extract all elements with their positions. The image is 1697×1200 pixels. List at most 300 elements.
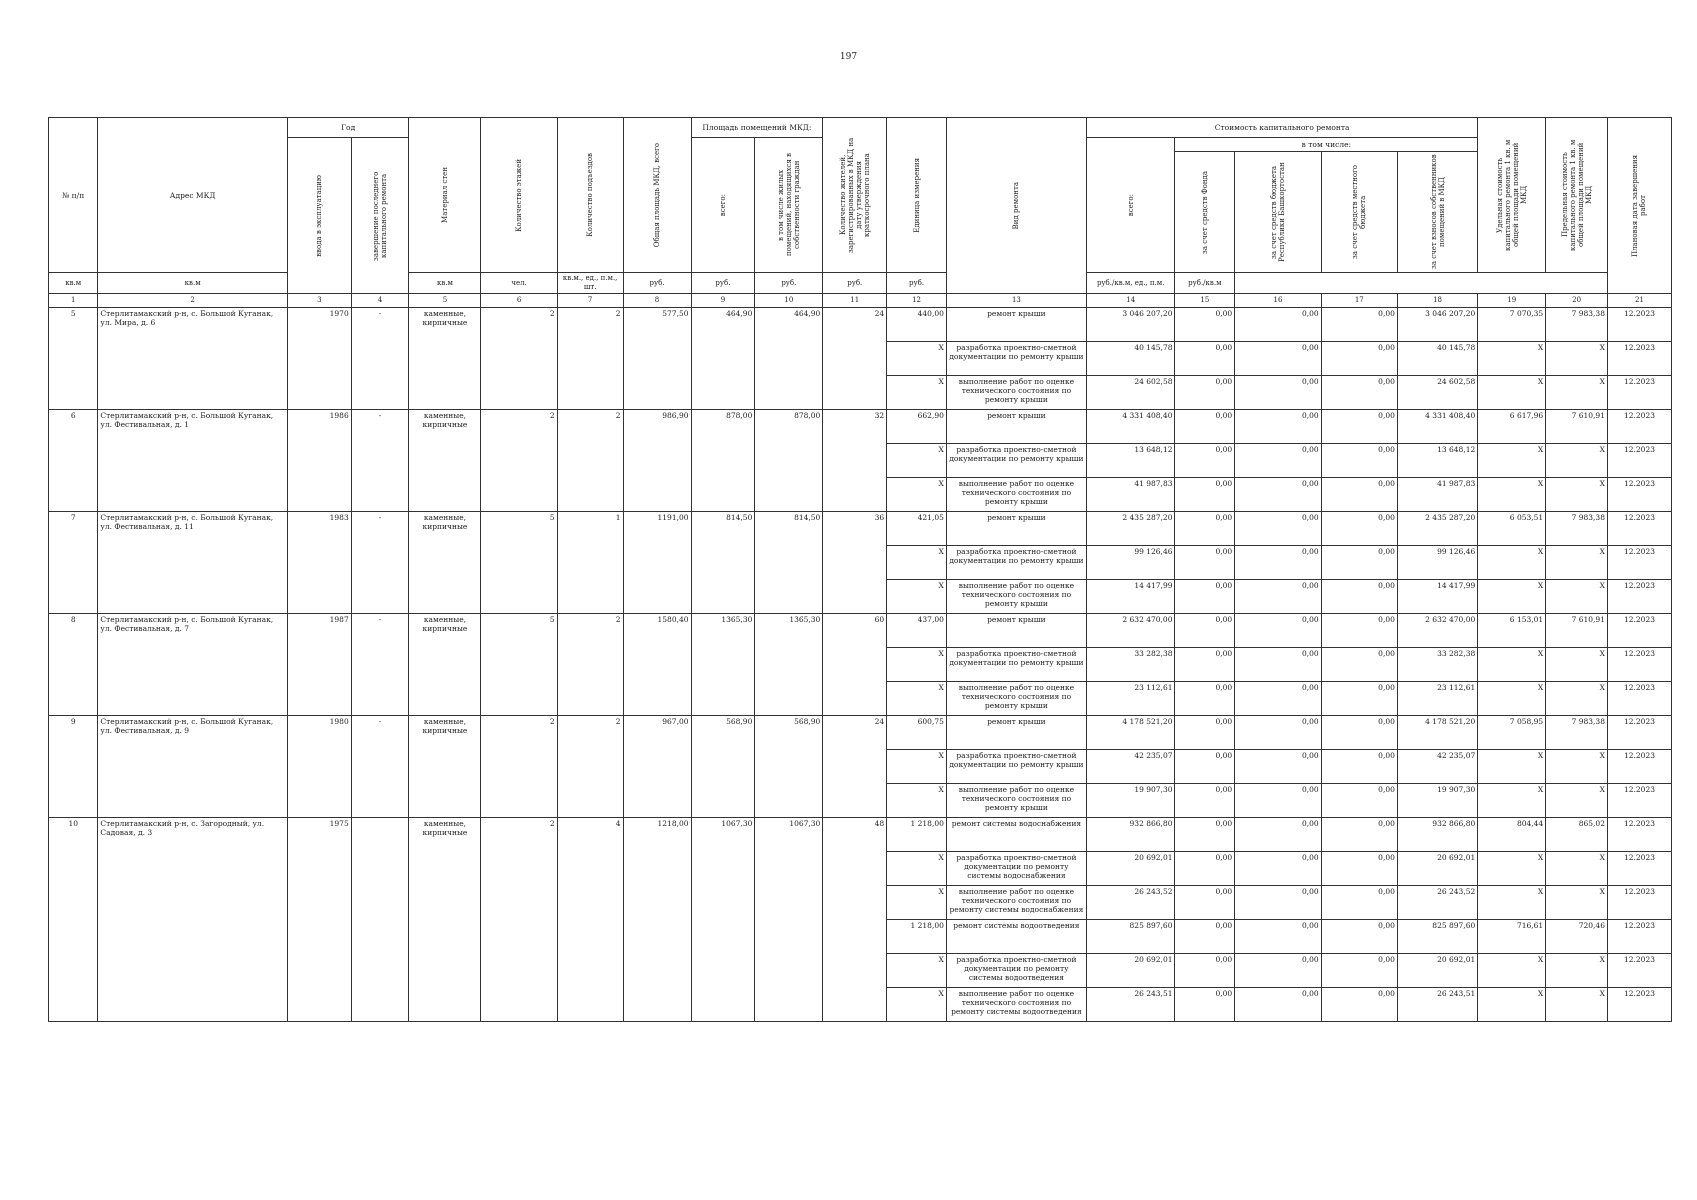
entrances-header: Количество подъездов bbox=[586, 153, 595, 237]
work-rep: 0,00 bbox=[1235, 580, 1321, 614]
building-address: Стерлитамакский р-н, с. Большой Куганак, ул. Фестивальная, д. 9 bbox=[98, 716, 287, 818]
building-address: Стерлитамакский р-н, с. Большой Куганак, ул. Фестивальная, д. 7 bbox=[98, 614, 287, 716]
work-type: ремонт крыши bbox=[946, 716, 1086, 750]
repair-type-header: Вид ремонта bbox=[1012, 181, 1021, 230]
work-local: 0,00 bbox=[1321, 750, 1397, 784]
building-last-repair: - bbox=[351, 512, 409, 614]
work-unit-cost: X bbox=[1478, 648, 1546, 682]
work-limit: X bbox=[1546, 546, 1608, 580]
work-date: 12.2023 bbox=[1607, 308, 1671, 342]
work-local: 0,00 bbox=[1321, 988, 1397, 1022]
work-total: 99 126,46 bbox=[1086, 546, 1175, 580]
fund-header: за счет средств Фонда bbox=[1200, 170, 1209, 254]
work-total: 4 178 521,20 bbox=[1086, 716, 1175, 750]
cost-group-header: Стоимость капитального ремонта bbox=[1086, 118, 1477, 138]
work-qty: X bbox=[887, 444, 947, 478]
building-residents: 36 bbox=[823, 512, 887, 614]
work-qty: X bbox=[887, 546, 947, 580]
work-owners: 4 331 408,40 bbox=[1397, 410, 1477, 444]
work-total: 23 112,61 bbox=[1086, 682, 1175, 716]
work-fund: 0,00 bbox=[1175, 342, 1235, 376]
work-owners: 23 112,61 bbox=[1397, 682, 1477, 716]
unit-cost-header: Удельная стоимость капитального ремонта 1 кв. м общей площади помещений МКД bbox=[1495, 139, 1528, 251]
work-qty: 1 218,00 bbox=[887, 920, 947, 954]
column-number: 15 bbox=[1175, 294, 1235, 308]
premises-group-header: Площадь помещений МКД: bbox=[691, 118, 823, 138]
work-limit: X bbox=[1546, 342, 1608, 376]
work-type: выполнение работ по оценке технического состояния по ремонту крыши bbox=[946, 682, 1086, 716]
work-owners: 42 235,07 bbox=[1397, 750, 1477, 784]
building-paying: 1365,30 bbox=[755, 614, 823, 716]
building-last-repair bbox=[351, 818, 409, 1022]
work-unit-cost: 716,61 bbox=[1478, 920, 1546, 954]
work-fund: 0,00 bbox=[1175, 444, 1235, 478]
work-limit: X bbox=[1546, 376, 1608, 410]
work-date: 12.2023 bbox=[1607, 376, 1671, 410]
work-limit: 7 983,38 bbox=[1546, 512, 1608, 546]
work-limit: 7 610,91 bbox=[1546, 410, 1608, 444]
work-qty: X bbox=[887, 682, 947, 716]
work-rep: 0,00 bbox=[1235, 376, 1321, 410]
work-qty: 437,00 bbox=[887, 614, 947, 648]
work-qty: X bbox=[887, 750, 947, 784]
work-fund: 0,00 bbox=[1175, 546, 1235, 580]
work-local: 0,00 bbox=[1321, 546, 1397, 580]
work-fund: 0,00 bbox=[1175, 818, 1235, 852]
building-premises: 1365,30 bbox=[691, 614, 755, 716]
building-last-repair: - bbox=[351, 410, 409, 512]
column-number: 13 bbox=[946, 294, 1086, 308]
work-fund: 0,00 bbox=[1175, 750, 1235, 784]
building-premises: 464,90 bbox=[691, 308, 755, 410]
building-premises: 878,00 bbox=[691, 410, 755, 512]
work-rep: 0,00 bbox=[1235, 614, 1321, 648]
building-no: 5 bbox=[49, 308, 98, 410]
building-no: 7 bbox=[49, 512, 98, 614]
work-limit: X bbox=[1546, 886, 1608, 920]
total-area-header: Общая площадь МКД, всего bbox=[653, 142, 662, 248]
unit-cell: руб. bbox=[623, 273, 691, 294]
building-no: 8 bbox=[49, 614, 98, 716]
work-date: 12.2023 bbox=[1607, 580, 1671, 614]
building-residents: 24 bbox=[823, 308, 887, 410]
table-body bbox=[49, 308, 1672, 1022]
work-total: 20 692,01 bbox=[1086, 852, 1175, 886]
work-type: разработка проектно-сметной документации по ремонту крыши bbox=[946, 750, 1086, 784]
work-fund: 0,00 bbox=[1175, 784, 1235, 818]
work-date: 12.2023 bbox=[1607, 784, 1671, 818]
building-residents: 24 bbox=[823, 716, 887, 818]
work-limit: X bbox=[1546, 852, 1608, 886]
work-unit-cost: 6 153,01 bbox=[1478, 614, 1546, 648]
work-local: 0,00 bbox=[1321, 954, 1397, 988]
building-material: каменные, кирпичные bbox=[409, 308, 481, 410]
work-type: ремонт крыши bbox=[946, 512, 1086, 546]
building-residents: 32 bbox=[823, 410, 887, 512]
table-row bbox=[49, 818, 1672, 852]
work-local: 0,00 bbox=[1321, 614, 1397, 648]
building-total-area: 967,00 bbox=[623, 716, 691, 818]
work-local: 0,00 bbox=[1321, 648, 1397, 682]
building-total-area: 986,90 bbox=[623, 410, 691, 512]
unit-cell: руб./кв.м, ед., п.м. bbox=[1086, 273, 1175, 294]
work-total: 2 435 287,20 bbox=[1086, 512, 1175, 546]
building-floors: 2 bbox=[481, 308, 557, 410]
work-local: 0,00 bbox=[1321, 784, 1397, 818]
work-limit: X bbox=[1546, 988, 1608, 1022]
building-year: 1980 bbox=[287, 716, 351, 818]
work-unit-cost: 6 053,51 bbox=[1478, 512, 1546, 546]
work-qty: 421,05 bbox=[887, 512, 947, 546]
building-material: каменные, кирпичные bbox=[409, 410, 481, 512]
work-rep: 0,00 bbox=[1235, 478, 1321, 512]
work-limit: 7 610,91 bbox=[1546, 614, 1608, 648]
building-residents: 60 bbox=[823, 614, 887, 716]
work-local: 0,00 bbox=[1321, 308, 1397, 342]
work-type: выполнение работ по оценке технического состояния по ремонту системы водоотведения bbox=[946, 988, 1086, 1022]
work-type: выполнение работ по оценке технического состояния по ремонту крыши bbox=[946, 376, 1086, 410]
column-number: 6 bbox=[481, 294, 557, 308]
work-local: 0,00 bbox=[1321, 410, 1397, 444]
work-date: 12.2023 bbox=[1607, 818, 1671, 852]
work-rep: 0,00 bbox=[1235, 818, 1321, 852]
work-total: 26 243,52 bbox=[1086, 886, 1175, 920]
work-local: 0,00 bbox=[1321, 580, 1397, 614]
building-total-area: 1218,00 bbox=[623, 818, 691, 1022]
work-fund: 0,00 bbox=[1175, 580, 1235, 614]
work-total: 932 866,80 bbox=[1086, 818, 1175, 852]
work-unit-cost: X bbox=[1478, 988, 1546, 1022]
work-total: 42 235,07 bbox=[1086, 750, 1175, 784]
building-entrances: 1 bbox=[557, 512, 623, 614]
work-qty: X bbox=[887, 478, 947, 512]
work-date: 12.2023 bbox=[1607, 750, 1671, 784]
column-number: 12 bbox=[887, 294, 947, 308]
work-qty: 600,75 bbox=[887, 716, 947, 750]
work-total: 19 907,30 bbox=[1086, 784, 1175, 818]
work-owners: 2 632 470,00 bbox=[1397, 614, 1477, 648]
work-type: ремонт крыши bbox=[946, 410, 1086, 444]
premises-total-header: всего: bbox=[718, 193, 727, 217]
page-number: 197 bbox=[839, 52, 858, 62]
work-total: 825 897,60 bbox=[1086, 920, 1175, 954]
work-total: 13 648,12 bbox=[1086, 444, 1175, 478]
year-group-header: Год bbox=[287, 118, 409, 138]
table-row bbox=[49, 512, 1672, 546]
work-fund: 0,00 bbox=[1175, 376, 1235, 410]
work-qty: X bbox=[887, 988, 947, 1022]
building-total-area: 577,50 bbox=[623, 308, 691, 410]
building-residents: 48 bbox=[823, 818, 887, 1022]
building-total-area: 1580,40 bbox=[623, 614, 691, 716]
building-last-repair: - bbox=[351, 614, 409, 716]
work-total: 3 046 207,20 bbox=[1086, 308, 1175, 342]
work-limit: X bbox=[1546, 580, 1608, 614]
work-type: ремонт крыши bbox=[946, 614, 1086, 648]
work-date: 12.2023 bbox=[1607, 648, 1671, 682]
building-floors: 5 bbox=[481, 614, 557, 716]
table-row bbox=[49, 308, 1672, 342]
work-unit-cost: X bbox=[1478, 444, 1546, 478]
work-type: разработка проектно-сметной документации по ремонту крыши bbox=[946, 546, 1086, 580]
work-local: 0,00 bbox=[1321, 376, 1397, 410]
work-rep: 0,00 bbox=[1235, 886, 1321, 920]
work-unit-cost: X bbox=[1478, 750, 1546, 784]
work-unit-cost: 7 058,95 bbox=[1478, 716, 1546, 750]
work-rep: 0,00 bbox=[1235, 308, 1321, 342]
work-limit: X bbox=[1546, 750, 1608, 784]
building-material: каменные, кирпичные bbox=[409, 818, 481, 1022]
column-number: 18 bbox=[1397, 294, 1477, 308]
work-qty: X bbox=[887, 580, 947, 614]
building-no: 9 bbox=[49, 716, 98, 818]
building-last-repair: - bbox=[351, 716, 409, 818]
unit-cell: кв.м bbox=[98, 273, 287, 294]
building-address: Стерлитамакский р-н, с. Большой Куганак, ул. Фестивальная, д. 1 bbox=[98, 410, 287, 512]
work-owners: 932 866,80 bbox=[1397, 818, 1477, 852]
table-row bbox=[49, 614, 1672, 648]
work-rep: 0,00 bbox=[1235, 784, 1321, 818]
work-type: разработка проектно-сметной документации по ремонту крыши bbox=[946, 648, 1086, 682]
unit-cell: руб. bbox=[887, 273, 947, 294]
premises-paying-header: в том числе жилых помещений, находящихся в собственности граждан bbox=[776, 153, 801, 257]
building-address: Стерлитамакский р-н, с. Большой Куганак, ул. Мира, д. 6 bbox=[98, 308, 287, 410]
unit-cell: руб./кв.м bbox=[1175, 273, 1235, 294]
work-limit: X bbox=[1546, 478, 1608, 512]
work-limit: X bbox=[1546, 444, 1608, 478]
unit-cell: чел. bbox=[481, 273, 557, 294]
work-unit-cost: X bbox=[1478, 376, 1546, 410]
building-premises: 1067,30 bbox=[691, 818, 755, 1022]
work-date: 12.2023 bbox=[1607, 852, 1671, 886]
building-paying: 878,00 bbox=[755, 410, 823, 512]
work-unit-cost: X bbox=[1478, 852, 1546, 886]
column-number: 11 bbox=[823, 294, 887, 308]
building-paying: 1067,30 bbox=[755, 818, 823, 1022]
unit-header: Единица измерения bbox=[912, 157, 921, 233]
work-rep: 0,00 bbox=[1235, 444, 1321, 478]
work-total: 24 602,58 bbox=[1086, 376, 1175, 410]
building-paying: 464,90 bbox=[755, 308, 823, 410]
col-no-header: № п/п bbox=[49, 118, 98, 273]
work-owners: 825 897,60 bbox=[1397, 920, 1477, 954]
work-date: 12.2023 bbox=[1607, 920, 1671, 954]
year-last-repair-header: завершение последнего капитального ремонта bbox=[372, 170, 389, 261]
column-number: 1 bbox=[49, 294, 98, 308]
work-unit-cost: 804,44 bbox=[1478, 818, 1546, 852]
unit-cell: руб. bbox=[755, 273, 823, 294]
column-number: 19 bbox=[1478, 294, 1546, 308]
work-fund: 0,00 bbox=[1175, 410, 1235, 444]
work-qty: X bbox=[887, 376, 947, 410]
work-limit: 7 983,38 bbox=[1546, 716, 1608, 750]
work-date: 12.2023 bbox=[1607, 342, 1671, 376]
work-date: 12.2023 bbox=[1607, 614, 1671, 648]
work-date: 12.2023 bbox=[1607, 988, 1671, 1022]
building-address: Стерлитамакский р-н, с. Загородный, ул. Садовая, д. 3 bbox=[98, 818, 287, 1022]
wall-material-header: Материал стен bbox=[440, 167, 449, 223]
work-fund: 0,00 bbox=[1175, 614, 1235, 648]
building-entrances: 2 bbox=[557, 716, 623, 818]
column-number: 5 bbox=[409, 294, 481, 308]
work-owners: 2 435 287,20 bbox=[1397, 512, 1477, 546]
work-unit-cost: X bbox=[1478, 784, 1546, 818]
work-date: 12.2023 bbox=[1607, 512, 1671, 546]
work-total: 41 987,83 bbox=[1086, 478, 1175, 512]
work-owners: 24 602,58 bbox=[1397, 376, 1477, 410]
residents-header: Количество жителей, зарегистрированных в МКД на дату утверждения краткосрочного плана bbox=[838, 137, 871, 253]
column-number: 10 bbox=[755, 294, 823, 308]
work-owners: 40 145,78 bbox=[1397, 342, 1477, 376]
work-date: 12.2023 bbox=[1607, 886, 1671, 920]
building-year: 1987 bbox=[287, 614, 351, 716]
column-number: 2 bbox=[98, 294, 287, 308]
work-rep: 0,00 bbox=[1235, 648, 1321, 682]
work-type: разработка проектно-сметной документации по ремонту крыши bbox=[946, 342, 1086, 376]
work-owners: 4 178 521,20 bbox=[1397, 716, 1477, 750]
work-rep: 0,00 bbox=[1235, 954, 1321, 988]
republic-header: за счет средств бюджета Республики Башкортостан bbox=[1269, 162, 1286, 262]
work-unit-cost: X bbox=[1478, 886, 1546, 920]
work-unit-cost: X bbox=[1478, 580, 1546, 614]
column-number: 7 bbox=[557, 294, 623, 308]
date-header: Плановая дата завершения работ bbox=[1631, 154, 1648, 257]
work-qty: X bbox=[887, 784, 947, 818]
work-rep: 0,00 bbox=[1235, 852, 1321, 886]
work-owners: 13 648,12 bbox=[1397, 444, 1477, 478]
building-material: каменные, кирпичные bbox=[409, 716, 481, 818]
work-rep: 0,00 bbox=[1235, 342, 1321, 376]
column-numbers-row bbox=[49, 294, 1672, 308]
work-rep: 0,00 bbox=[1235, 716, 1321, 750]
work-type: выполнение работ по оценке технического состояния по ремонту системы водоснабжения bbox=[946, 886, 1086, 920]
work-owners: 14 417,99 bbox=[1397, 580, 1477, 614]
year-commission-header: ввода в эксплуатацию bbox=[315, 174, 324, 257]
work-total: 33 282,38 bbox=[1086, 648, 1175, 682]
work-owners: 3 046 207,20 bbox=[1397, 308, 1477, 342]
work-fund: 0,00 bbox=[1175, 478, 1235, 512]
work-type: выполнение работ по оценке технического состояния по ремонту крыши bbox=[946, 580, 1086, 614]
work-owners: 20 692,01 bbox=[1397, 852, 1477, 886]
building-floors: 2 bbox=[481, 410, 557, 512]
work-local: 0,00 bbox=[1321, 818, 1397, 852]
building-year: 1983 bbox=[287, 512, 351, 614]
building-premises: 814,50 bbox=[691, 512, 755, 614]
work-fund: 0,00 bbox=[1175, 716, 1235, 750]
unit-cell: кв.м., ед., п.м., шт. bbox=[557, 273, 623, 294]
work-qty: X bbox=[887, 954, 947, 988]
work-local: 0,00 bbox=[1321, 716, 1397, 750]
table-row bbox=[49, 410, 1672, 444]
column-number: 14 bbox=[1086, 294, 1175, 308]
work-local: 0,00 bbox=[1321, 444, 1397, 478]
work-total: 4 331 408,40 bbox=[1086, 410, 1175, 444]
work-date: 12.2023 bbox=[1607, 954, 1671, 988]
work-rep: 0,00 bbox=[1235, 546, 1321, 580]
work-date: 12.2023 bbox=[1607, 546, 1671, 580]
owners-header: за счет взносов собственников помещений в МКД bbox=[1429, 154, 1446, 270]
work-owners: 33 282,38 bbox=[1397, 648, 1477, 682]
work-local: 0,00 bbox=[1321, 342, 1397, 376]
work-fund: 0,00 bbox=[1175, 920, 1235, 954]
work-local: 0,00 bbox=[1321, 886, 1397, 920]
cost-total-header: всего: bbox=[1126, 193, 1135, 217]
building-entrances: 2 bbox=[557, 614, 623, 716]
building-floors: 2 bbox=[481, 716, 557, 818]
work-fund: 0,00 bbox=[1175, 954, 1235, 988]
column-number: 16 bbox=[1235, 294, 1321, 308]
work-local: 0,00 bbox=[1321, 920, 1397, 954]
work-rep: 0,00 bbox=[1235, 750, 1321, 784]
work-owners: 26 243,51 bbox=[1397, 988, 1477, 1022]
work-limit: X bbox=[1546, 784, 1608, 818]
work-fund: 0,00 bbox=[1175, 886, 1235, 920]
work-owners: 41 987,83 bbox=[1397, 478, 1477, 512]
work-rep: 0,00 bbox=[1235, 512, 1321, 546]
work-type: ремонт системы водоотведения bbox=[946, 920, 1086, 954]
building-premises: 568,90 bbox=[691, 716, 755, 818]
work-date: 12.2023 bbox=[1607, 444, 1671, 478]
work-fund: 0,00 bbox=[1175, 852, 1235, 886]
work-qty: 662,90 bbox=[887, 410, 947, 444]
work-unit-cost: X bbox=[1478, 954, 1546, 988]
work-owners: 99 126,46 bbox=[1397, 546, 1477, 580]
work-unit-cost: X bbox=[1478, 342, 1546, 376]
work-type: разработка проектно-сметной документации по ремонту крыши bbox=[946, 444, 1086, 478]
work-local: 0,00 bbox=[1321, 478, 1397, 512]
building-entrances: 2 bbox=[557, 308, 623, 410]
work-total: 14 417,99 bbox=[1086, 580, 1175, 614]
work-type: выполнение работ по оценке технического состояния по ремонту крыши bbox=[946, 784, 1086, 818]
work-date: 12.2023 bbox=[1607, 682, 1671, 716]
work-fund: 0,00 bbox=[1175, 648, 1235, 682]
table-row bbox=[49, 716, 1672, 750]
building-material: каменные, кирпичные bbox=[409, 512, 481, 614]
work-limit: X bbox=[1546, 682, 1608, 716]
work-fund: 0,00 bbox=[1175, 512, 1235, 546]
work-qty: 1 218,00 bbox=[887, 818, 947, 852]
unit-cell: кв.м bbox=[49, 273, 98, 294]
work-unit-cost: X bbox=[1478, 682, 1546, 716]
work-qty: X bbox=[887, 648, 947, 682]
building-no: 6 bbox=[49, 410, 98, 512]
building-address: Стерлитамакский р-н, с. Большой Куганак, ул. Фестивальная, д. 11 bbox=[98, 512, 287, 614]
building-year: 1970 bbox=[287, 308, 351, 410]
work-fund: 0,00 bbox=[1175, 988, 1235, 1022]
work-rep: 0,00 bbox=[1235, 920, 1321, 954]
column-number: 9 bbox=[691, 294, 755, 308]
work-total: 2 632 470,00 bbox=[1086, 614, 1175, 648]
work-qty: X bbox=[887, 342, 947, 376]
work-total: 26 243,51 bbox=[1086, 988, 1175, 1022]
work-qty: 440,00 bbox=[887, 308, 947, 342]
building-material: каменные, кирпичные bbox=[409, 614, 481, 716]
work-type: выполнение работ по оценке технического состояния по ремонту крыши bbox=[946, 478, 1086, 512]
work-unit-cost: X bbox=[1478, 478, 1546, 512]
incl-header: в том числе: bbox=[1175, 138, 1478, 152]
unit-cell: руб. bbox=[823, 273, 887, 294]
work-unit-cost: 6 617,96 bbox=[1478, 410, 1546, 444]
column-number: 3 bbox=[287, 294, 351, 308]
work-local: 0,00 bbox=[1321, 852, 1397, 886]
unit-cell: руб. bbox=[691, 273, 755, 294]
work-owners: 26 243,52 bbox=[1397, 886, 1477, 920]
building-year: 1975 bbox=[287, 818, 351, 1022]
building-total-area: 1191,00 bbox=[623, 512, 691, 614]
floors-header: Количество этажей bbox=[515, 158, 524, 232]
work-type: ремонт системы водоснабжения bbox=[946, 818, 1086, 852]
work-type: разработка проектно-сметной документации по ремонту системы водоотведения bbox=[946, 954, 1086, 988]
